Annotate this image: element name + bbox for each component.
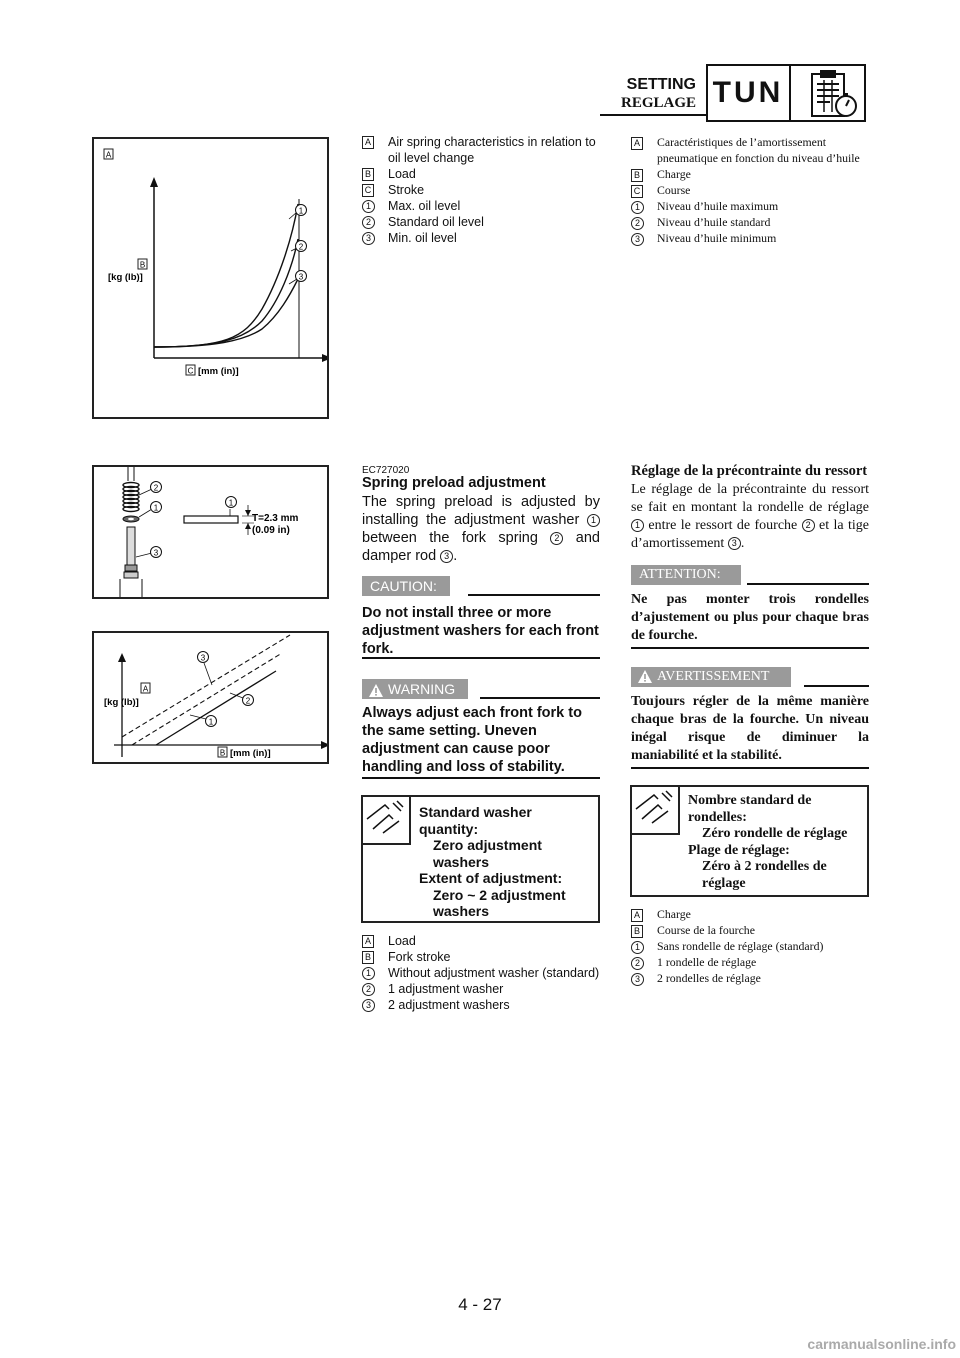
spec-icon-cell [363, 797, 411, 845]
section-badge-divider [789, 64, 791, 122]
attention-rule [747, 583, 869, 585]
caution-rule [468, 594, 600, 596]
legend-item: 2 Niveau d’huile standard [631, 214, 869, 230]
curve-standard-oil [154, 239, 298, 347]
spec-text-fr: Nombre standard de rondelles: Zéro rondelle de réglage Plage de réglage: Zéro à 2 rondelles de réglage [688, 793, 848, 891]
spec-box-fr [630, 785, 869, 897]
legend-item: A Load [362, 933, 602, 949]
clipboard-stopwatch-icon [800, 68, 862, 120]
legend-item: 3 2 rondelles de réglage [631, 970, 869, 986]
caution-text: Do not install three or more adjustment washers for each front fork. [362, 605, 599, 657]
legend-preload-en [362, 933, 602, 1013]
fig2-callout-washer: 1 [228, 498, 234, 508]
fig3-callout-3: 3 [200, 653, 206, 663]
fig1-y-unit: [kg (lb)] [108, 272, 143, 283]
section-title-en: SETTING [626, 76, 696, 93]
section-heading-fr: Réglage de la précontrainte du ressort [631, 463, 868, 479]
attention-end-rule [631, 647, 869, 649]
legend-item: 1 Without adjustment washer (standard) [362, 965, 602, 981]
legend-item: 2 1 adjustment washer [362, 981, 602, 997]
legend-air-spring-en [362, 134, 602, 246]
legend-item: B Charge [631, 166, 869, 182]
fig1-x-unit: [mm (in)] [198, 366, 239, 377]
caliper-icon [632, 787, 676, 831]
washer-thickness-in: (0.09 in) [252, 525, 290, 536]
preload-paragraph-fr: Le réglage de la précontrainte du ressort se fait en montant la rondelle de réglage 1 entre le ressort de fourche 2 et la tige d’amortissement 3 . [631, 482, 869, 551]
caliper-icon [363, 797, 407, 841]
fig1-callout-2: 2 [298, 242, 304, 252]
spec-icon-cell [632, 787, 680, 835]
legend-item: B Course de la fourche [631, 922, 869, 938]
watermark-link[interactable]: carmanualsonline.info [807, 1336, 956, 1352]
fig2-callout-2: 2 [153, 483, 159, 493]
legend-item: 2 Standard oil level [362, 214, 602, 230]
curve-max-oil [154, 204, 298, 347]
fig3-callout-1: 1 [208, 717, 214, 727]
section-heading-en: Spring preload adjustment [362, 475, 546, 491]
legend-item: B Load [362, 166, 602, 182]
legend-air-spring-fr [631, 134, 869, 246]
warning-label: WARNING [362, 679, 468, 699]
warning-text: Always adjust each front fork to the same setting. Uneven adjustment can cause poor handling and loss of stability. [362, 705, 582, 775]
warning-triangle-icon [369, 682, 383, 702]
washer-thickness: T=2.3 mm [252, 513, 299, 524]
air-spring-chart-figure [92, 137, 329, 419]
legend-item: 3 2 adjustment washers [362, 997, 602, 1013]
avertissement-rule [804, 685, 869, 687]
legend-item: C Stroke [362, 182, 602, 198]
avertissement-end-rule [631, 767, 869, 769]
fig3-label-b: B [219, 748, 226, 758]
fig1-label-c: C [187, 366, 194, 376]
attention-label: ATTENTION: [631, 565, 741, 585]
legend-item: B Fork stroke [362, 949, 602, 965]
section-code-number: EC727020 [362, 465, 410, 476]
legend-item: 3 Min. oil level [362, 230, 602, 246]
line-one-washer [132, 653, 282, 745]
spring-washer-figure [92, 465, 329, 599]
spec-box-en [361, 795, 600, 923]
fig1-label-a: A [105, 150, 112, 160]
attention-text: Ne pas monter trois rondelles d’ajustement ou plus pour chaque bras de fourche. [631, 592, 869, 643]
legend-item: 1 Niveau d’huile maximum [631, 198, 869, 214]
fig1-callout-3: 3 [298, 272, 304, 282]
ref-2: 2 [802, 519, 815, 532]
line-standard [156, 671, 276, 745]
warning-rule [480, 697, 600, 699]
legend-item: 1 Max. oil level [362, 198, 602, 214]
legend-item: 1 Sans rondelle de réglage (standard) [631, 938, 869, 954]
fig2-callout-1: 1 [153, 503, 159, 513]
legend-preload-fr [631, 906, 869, 986]
legend-item: A Caractéristiques de l’amortissement pneumatique en fonction du niveau d’huile [631, 134, 869, 166]
ref-1: 1 [631, 519, 644, 532]
legend-item: 3 Niveau d’huile minimum [631, 230, 869, 246]
legend-item: C Course [631, 182, 869, 198]
caution-end-rule [362, 657, 600, 659]
ref-1: 1 [587, 514, 600, 527]
header-divider [600, 114, 706, 116]
ref-3: 3 [440, 550, 453, 563]
spec-text-en: Standard washer quantity: Zero adjustment washers Extent of adjustment: Zero ~ 2 adjustment washers [419, 804, 566, 919]
ref-3: 3 [728, 537, 741, 550]
warning-end-rule [362, 777, 600, 779]
fig3-x-unit: [mm (in)] [230, 748, 271, 759]
fig2-callout-3: 3 [153, 548, 159, 558]
page-number: 4 - 27 [458, 1295, 502, 1314]
fig3-y-unit: [kg (lb)] [104, 697, 139, 708]
fig1-label-b: B [139, 260, 146, 270]
washer-side-view [184, 516, 238, 523]
legend-item: 2 1 rondelle de réglage [631, 954, 869, 970]
preload-chart-figure [92, 631, 329, 764]
ref-2: 2 [550, 532, 563, 545]
curve-min-oil [154, 279, 298, 347]
section-code: TUN [712, 76, 784, 109]
preload-paragraph-en: The spring preload is adjusted by installing the adjustment washer 1 between the fork spring 2 and damper rod 3 . [362, 494, 600, 564]
fig1-callout-1: 1 [298, 206, 304, 216]
caution-label: CAUTION: [362, 576, 450, 596]
legend-item: A Charge [631, 906, 869, 922]
fig3-callout-2: 2 [245, 696, 251, 706]
avertissement-text: Toujours régler de la même manière chaque bras de la fourche. Un niveau inégal risque de diminuer la maniabilité et la stabilité. [631, 694, 869, 763]
fig3-label-a: A [142, 684, 149, 694]
legend-item: A Air spring characteristics in relation to oil level change [362, 134, 602, 166]
warning-triangle-icon [638, 670, 652, 690]
section-title-fr: REGLAGE [620, 95, 696, 111]
avertissement-label: AVERTISSEMENT [631, 667, 791, 687]
